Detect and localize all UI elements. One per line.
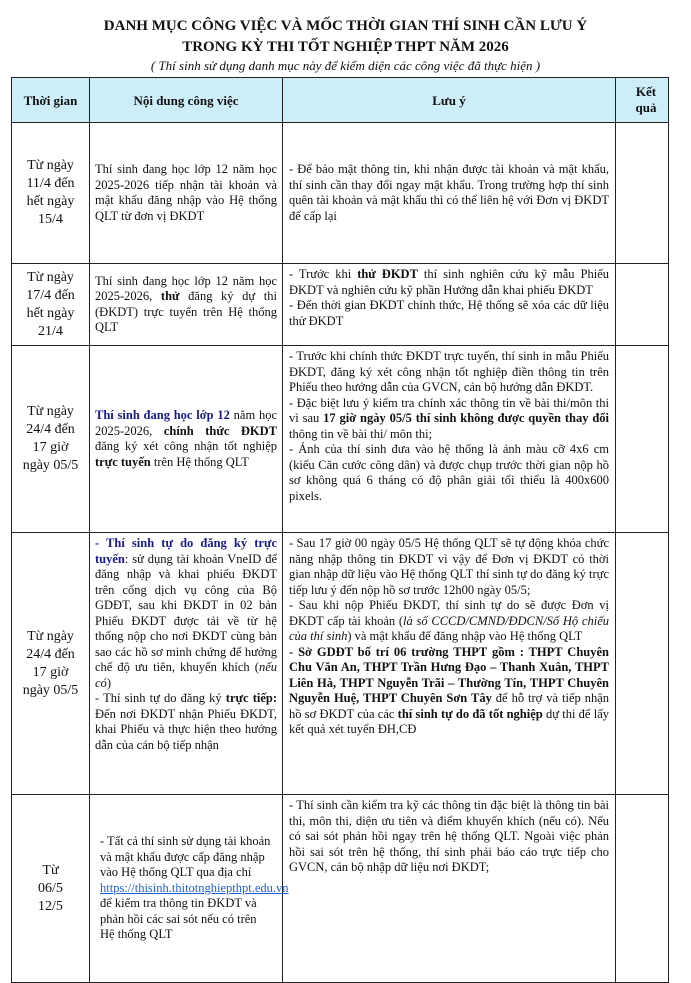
- note-item: - Đến thời gian ĐKDT chính thức, Hệ thống sẽ xóa các dữ liệu thử ĐKDT: [289, 298, 609, 328]
- page-title-line2: TRONG KỲ THI TỐT NGHIỆP THPT NĂM 2026: [182, 39, 509, 55]
- content-text: Thí sinh đang học lớp 12 năm học 2025-2026,: [95, 273, 277, 303]
- row-time: Từ ngày 11/4 đến hết ngày 15/4: [12, 123, 90, 264]
- row-note: [283, 346, 616, 533]
- table-header-row: [12, 78, 669, 123]
- table-row: [12, 123, 669, 264]
- column-header-content: Nội dung công việc: [90, 78, 283, 123]
- row-result-cell[interactable]: [616, 264, 669, 346]
- row-content: [90, 533, 283, 795]
- content-item: - Thí sinh tự do đăng ký trực tuyến: sử dụng tài khoản VneID để đăng nhập và khai phiếu ĐKDT trên cổng dịch vụ công của Bộ GDĐT, sau khi ĐKDT in 02 bản Phiếu ĐKDT được tải về từ hệ thống nộp cho nơi ĐKDT cùng bản sao các hồ sơ minh chứng để hưởng chế độ ưu tiên, khuyến khích (nếu có): [95, 536, 277, 690]
- row-content: Thí sinh đang học lớp 12 năm học 2025-2026 tiếp nhận tài khoản và mật khẩu đăng nhập vào Hệ thống QLT từ đơn vị ĐKDT: [90, 123, 283, 264]
- row-result-cell[interactable]: [616, 795, 669, 983]
- table-row: [12, 533, 669, 795]
- content-text: đăng ký dự thi (ĐKDT) trực tuyến trên Hệ thống QLT: [95, 289, 277, 334]
- column-header-time: Thời gian: [12, 78, 90, 123]
- note-item: - Đặc biệt lưu ý kiểm tra chính xác thông tin về bài thi/môn thi vì sau 17 giờ ngày 05/5 thí sinh không được quyền thay đổi thông tin về bài thi/ môn thi;: [289, 395, 609, 441]
- row-time: Từ ngày 17/4 đến hết ngày 21/4: [12, 264, 90, 346]
- note-item: - Sau 17 giờ 00 ngày 05/5 Hệ thống QLT sẽ tự động khóa chức năng nhập thông tin ĐKDT vì vậy để Đơn vị ĐKDT có thời gian nhập dữ liệu vào Hệ thống QLT thí sinh tự do đăng ký trực tiếp lưu ý đến nộp hồ sơ trước 12h00 ngày 05/5;: [289, 536, 609, 597]
- note-item: - Trước khi thử ĐKDT thí sinh nghiên cứu kỹ mẫu Phiếu ĐKDT và nghiên cứu kỹ phần Hướng dẫn khai phiếu ĐKDT: [289, 267, 610, 297]
- row-note: - Để bảo mật thông tin, khi nhận được tài khoản và mật khẩu, thí sinh cần thay đổi ngay mật khẩu. Trong trường hợp thí sinh quên tài khoản và mật khẩu thì có thể liên hệ với Đơn vị ĐKDT để cấp lại: [283, 123, 616, 264]
- row-time: Từ 06/5 12/5: [12, 795, 90, 983]
- note-item: - Trước khi chính thức ĐKDT trực tuyến, thí sinh in mẫu Phiếu ĐKDT, đăng ký xét công nhận tốt nghiệp điền thông tin trên Phiếu theo hướng dẫn của GVCN, cán bộ hướng dẫn ĐKDT.: [289, 349, 609, 394]
- table-row: [12, 264, 669, 346]
- row-content: Thí sinh đang học lớp 12 năm học 2025-2026, chính thức ĐKDT đăng ký xét công nhận tốt nghiệp trực tuyến trên Hệ thống QLT: [90, 346, 283, 533]
- row-note: [283, 264, 616, 346]
- content-item: - Thí sinh tự do đăng ký trực tiếp: Đến nơi ĐKDT nhận Phiếu ĐKDT, khai Phiếu và thực hiện theo hướng dẫn của cán bộ tiếp nhận: [95, 691, 277, 752]
- row-note: - Thí sinh cần kiểm tra kỹ các thông tin đặc biệt là thông tin bài thi, môn thi, diện ưu tiên và điểm khuyến khích (nếu có). Nếu có sai sót phản hồi ngay trên hệ thống QLT. Ngoài việc phản hồi sai sót trên hệ thống, thí sinh phải báo cáo trực tiếp cho GVCN, cán bộ nhập dữ liệu nơi ĐKDT;: [283, 795, 616, 983]
- row-time: Từ ngày 24/4 đến 17 giờ ngày 05/5: [12, 346, 90, 533]
- note-item: - Sở GDĐT bố trí 06 trường THPT gồm : THPT Chuyên Chu Văn An, THPT Trần Hưng Đạo – Thanh Xuân, THPT Liên Hà, THPT Nguyễn Trãi – Thường Tín, THPT Chuyên Nguyễn Huệ, THPT Chuyên Sơn Tây để hỗ trợ và tiếp nhận hồ sơ ĐKDT của các thí sinh tự do đã tốt nghiệp dự thi để lấy kết quả xét tuyển ĐH,CĐ: [289, 644, 609, 736]
- table-row: [12, 795, 669, 983]
- table-row: [12, 346, 669, 533]
- column-header-note: Lưu ý: [283, 78, 616, 123]
- row-content: - Tất cả thí sinh sử dụng tài khoản và mật khẩu được cấp đăng nhập vào Hệ thống QLT qua địa chỉ https://thisinh.thitotnghiepthpt.edu.vn để kiểm tra thông tin ĐKDT và phản hồi các sai sót nếu có trên Hệ thống QLT: [90, 795, 283, 983]
- content-emphasis: thử: [160, 289, 180, 303]
- page-subtitle: ( Thí sinh sử dụng danh mục này để kiểm diện các công việc đã thực hiện ): [150, 58, 541, 73]
- thisinh-portal-link[interactable]: https://thisinh.thitotnghiepthpt.edu.vn: [100, 880, 289, 895]
- row-note: [283, 533, 616, 795]
- row-result-cell[interactable]: [616, 346, 669, 533]
- row-content: [90, 264, 283, 346]
- row-result-cell[interactable]: [616, 533, 669, 795]
- page-title-line1: DANH MỤC CÔNG VIỆC VÀ MỐC THỜI GIAN THÍ SINH CẦN LƯU Ý: [103, 18, 588, 34]
- column-header-result: Kết quả: [616, 78, 669, 123]
- row-result-cell[interactable]: [616, 123, 669, 264]
- note-item: - Sau khi nộp Phiếu ĐKDT, thí sinh tự do sẽ được Đơn vị ĐKDT cấp tài khoản (là số CCCD/CMND/ĐDCN/Số Hộ chiếu của thí sinh) và mật khẩu để đăng nhập vào Hệ thống QLT: [289, 598, 609, 643]
- note-item: - Ảnh của thí sinh đưa vào hệ thống là ảnh màu cỡ 4x6 cm (kiểu Căn cước công dân) và được chụp trước thời gian nộp hồ sơ không quá 6 tháng có độ phân giải tối thiểu là 400x600 pixels.: [289, 442, 609, 503]
- checklist-table: [11, 77, 669, 983]
- row-time: Từ ngày 24/4 đến 17 giờ ngày 05/5: [12, 533, 90, 795]
